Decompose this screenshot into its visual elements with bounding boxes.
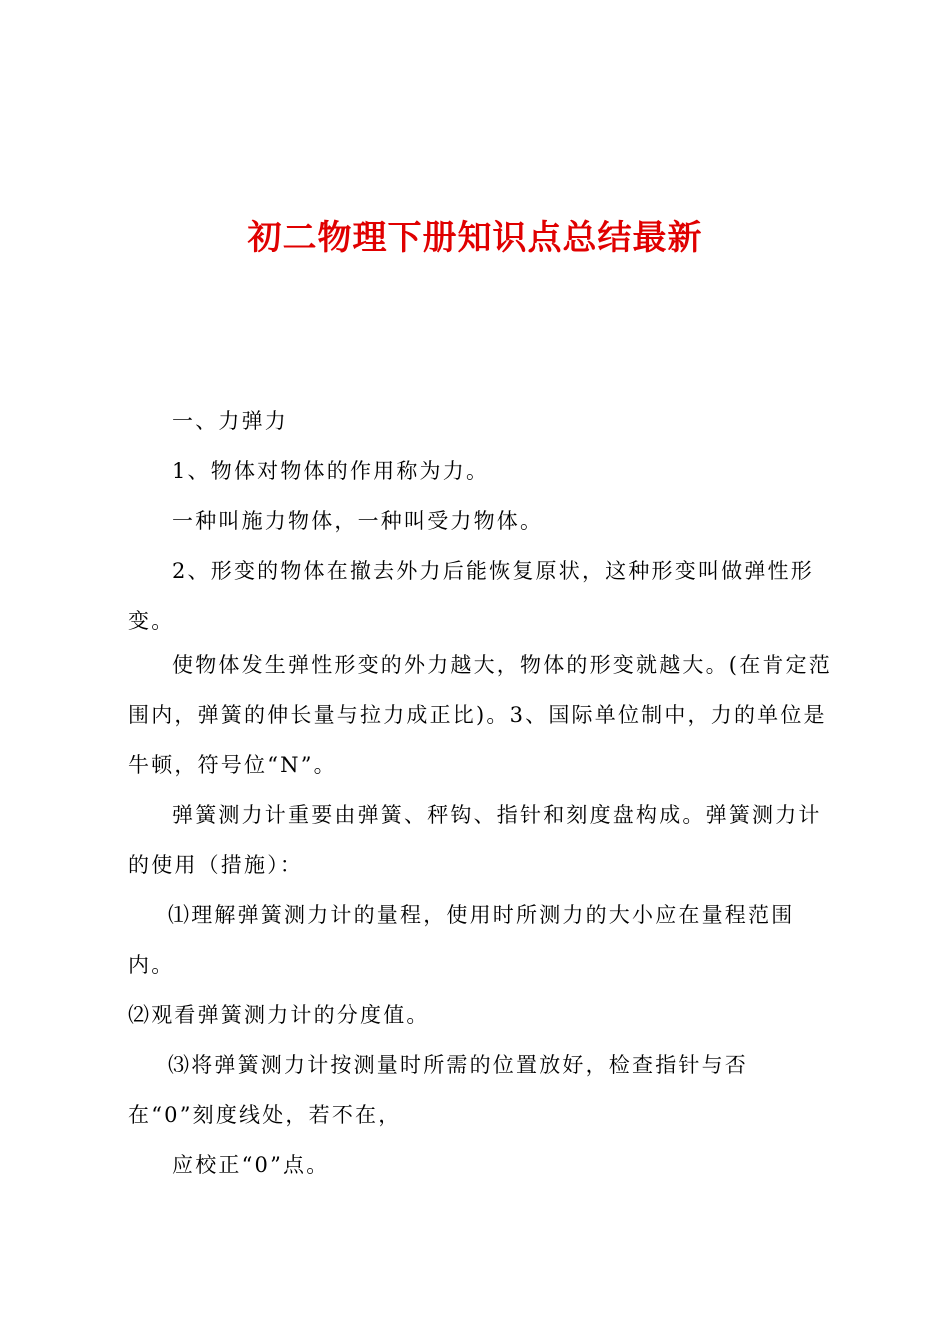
- section-heading: 一、力弹力: [172, 409, 288, 433]
- paragraph-5: 弹簧测力计重要由弹簧、秤钩、指针和刻度盘构成。弹簧测力计的使用（措施）：: [128, 803, 822, 877]
- paragraph-8: ⑶将弹簧测力计按测量时所需的位置放好，检查指针与否在“0”刻度线处，若不在，: [128, 1053, 748, 1127]
- document-title: 初二物理下册知识点总结最新: [247, 218, 703, 258]
- paragraph-1: 1、物体对物体的作用称为力。: [172, 459, 490, 483]
- paragraph-2: 一种叫施力物体，一种叫受力物体。: [172, 509, 544, 533]
- paragraph-4: 使物体发生弹性形变的外力越大，物体的形变就越大。(在肯定范围内，弹簧的伸长量与拉力成正比)。3、国际单位制中，力的单位是牛顿，符号位“N”。: [128, 653, 832, 777]
- paragraph-6: ⑴理解弹簧测力计的量程，使用时所测力的大小应在量程范围内。: [128, 903, 795, 977]
- paragraph-7: ⑵观看弹簧测力计的分度值。: [128, 1003, 430, 1027]
- paragraph-3: 2、形变的物体在撤去外力后能恢复原状，这种形变叫做弹性形变。: [128, 559, 814, 633]
- document-body: [128, 396, 834, 646]
- document-body-continued: [128, 640, 834, 1190]
- paragraph-9: 应校正“0”点。: [172, 1153, 330, 1177]
